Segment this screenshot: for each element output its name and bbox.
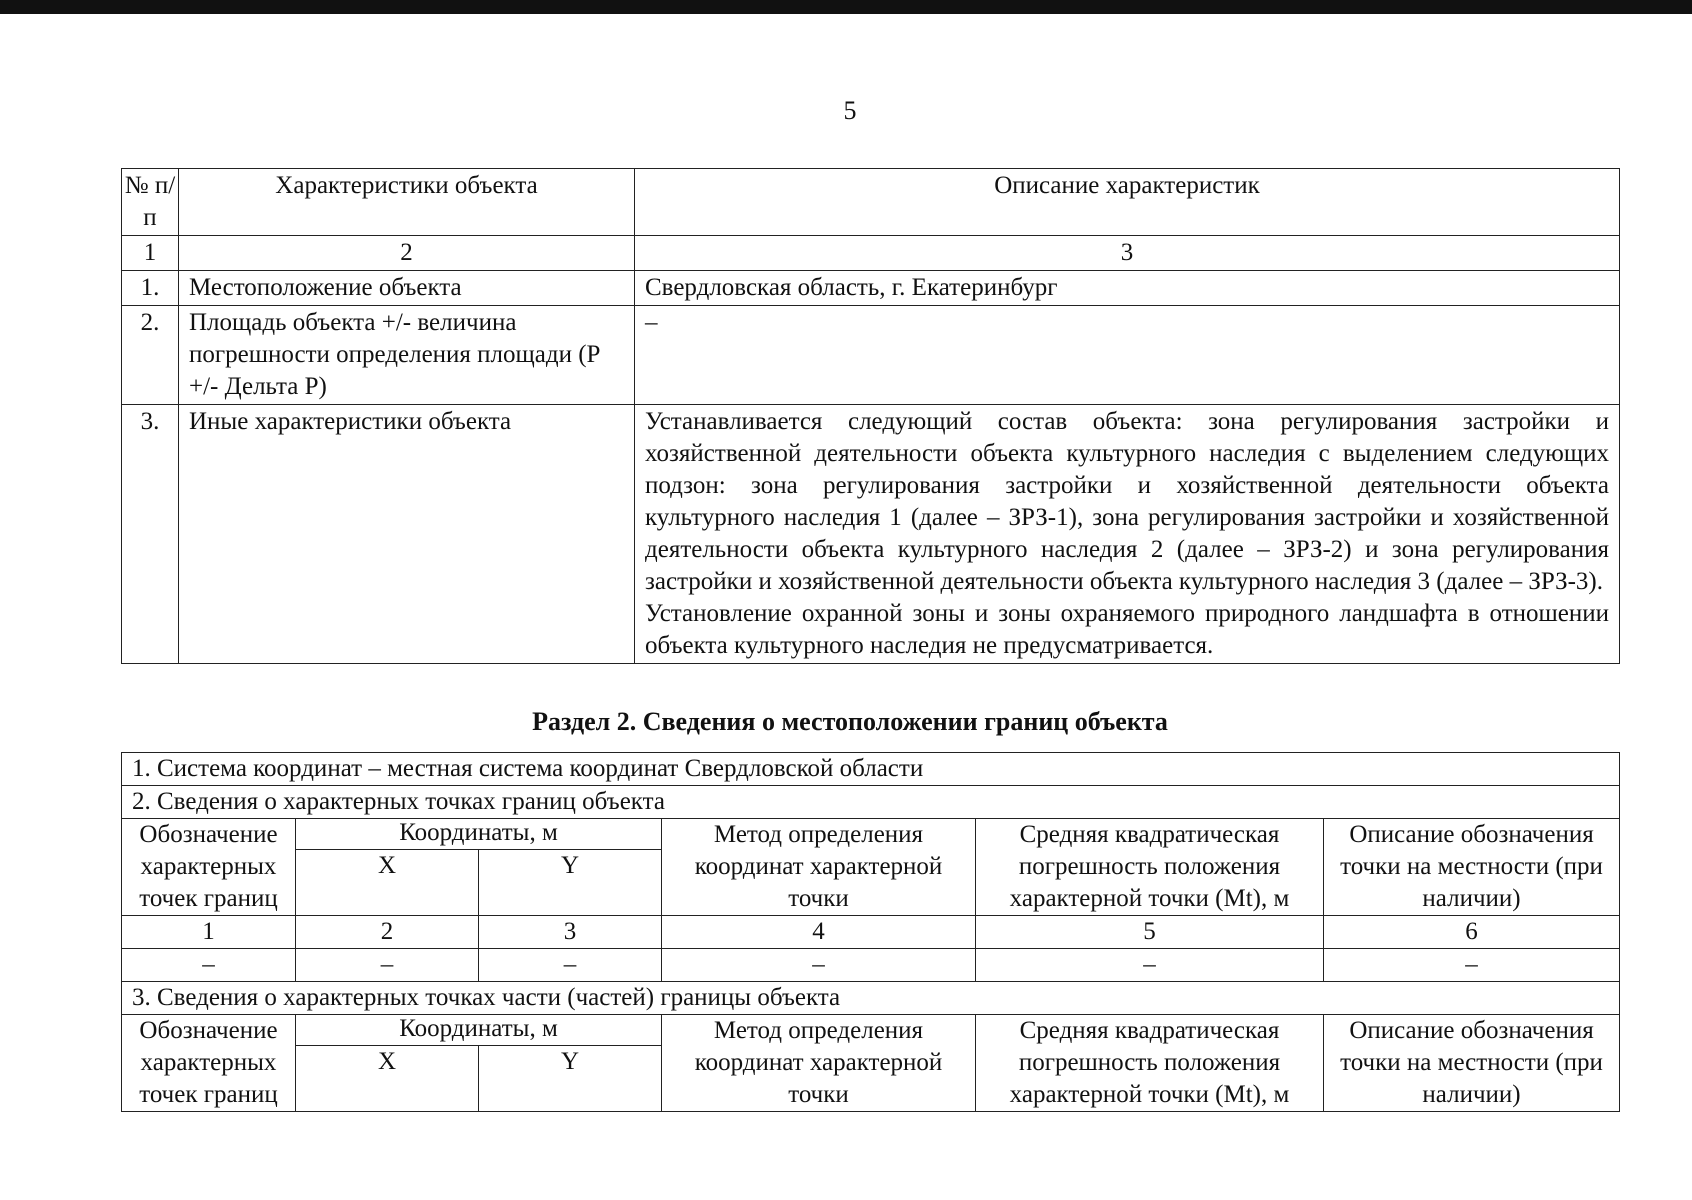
header-point-description: Описание обозначения точки на местности (при наличии) xyxy=(1324,819,1620,916)
data-cell: – xyxy=(479,949,662,982)
header-characteristics: Характеристики объекта xyxy=(179,169,635,236)
data-cell: – xyxy=(662,949,976,982)
table-row xyxy=(122,306,1620,405)
row-number: 3. xyxy=(122,405,179,664)
parts-title: 3. Сведения о характерных точках части (частей) границы объекта xyxy=(122,982,1620,1015)
index-cell: 2 xyxy=(296,916,479,949)
table-row xyxy=(122,405,1620,664)
row-name: Иные характеристики объекта xyxy=(179,405,635,664)
top-border-bar xyxy=(0,0,1692,14)
data-cell: – xyxy=(976,949,1324,982)
table-row xyxy=(122,949,1620,982)
boundary-points-table xyxy=(121,752,1620,1112)
header-x: X xyxy=(296,1046,479,1112)
header-designation: Обозначение характерных точек границ xyxy=(122,819,296,916)
index-cell: 4 xyxy=(662,916,976,949)
row-name: Площадь объекта +/- величина погрешности определения площади (Р +/- Дельта Р) xyxy=(179,306,635,405)
header-method: Метод определения координат характерной точки xyxy=(662,819,976,916)
header-y: Y xyxy=(479,1046,662,1112)
index-cell: 1 xyxy=(122,236,179,271)
header-coordinates: Координаты, м xyxy=(296,1015,662,1046)
index-cell: 3 xyxy=(479,916,662,949)
header-designation: Обозначение характерных точек границ xyxy=(122,1015,296,1112)
table-header-row xyxy=(122,169,1620,236)
row-name: Местоположение объекта xyxy=(179,271,635,306)
header-error: Средняя квадратическая погрешность положения характерной точки (Mt), м xyxy=(976,819,1324,916)
coordinate-system-row xyxy=(122,753,1620,786)
index-cell: 2 xyxy=(179,236,635,271)
header-number: № п/п xyxy=(122,169,179,236)
index-cell: 6 xyxy=(1324,916,1620,949)
row-number: 1. xyxy=(122,271,179,306)
object-characteristics-table xyxy=(121,168,1620,664)
index-cell: 1 xyxy=(122,916,296,949)
header-coordinates: Координаты, м xyxy=(296,819,662,850)
data-cell: – xyxy=(296,949,479,982)
page-number: 5 xyxy=(843,96,857,125)
index-cell: 5 xyxy=(976,916,1324,949)
row-description: – xyxy=(635,306,1620,405)
table-row xyxy=(122,271,1620,306)
table-index-row xyxy=(122,916,1620,949)
points-title-row xyxy=(122,786,1620,819)
table-header-row xyxy=(122,819,1620,850)
header-point-description: Описание обозначения точки на местности (при наличии) xyxy=(1324,1015,1620,1112)
row-description xyxy=(635,405,1620,664)
data-cell: – xyxy=(1324,949,1620,982)
header-description: Описание характеристик xyxy=(635,169,1620,236)
description-paragraph: Установление охранной зоны и зоны охраняемого природного ландшафта в отношении объекта культурного наследия не предусматривается. xyxy=(645,600,1609,659)
row-number: 2. xyxy=(122,306,179,405)
header-error: Средняя квадратическая погрешность положения характерной точки (Mt), м xyxy=(976,1015,1324,1112)
index-cell: 3 xyxy=(635,236,1620,271)
coordinate-system: 1. Система координат – местная система координат Свердловской области xyxy=(122,753,1620,786)
table-index-row xyxy=(122,236,1620,271)
parts-title-row xyxy=(122,982,1620,1015)
header-x: X xyxy=(296,850,479,916)
table-header-row xyxy=(122,1015,1620,1046)
points-title: 2. Сведения о характерных точках границ объекта xyxy=(122,786,1620,819)
section-title: Раздел 2. Сведения о местоположении границ объекта xyxy=(532,707,1168,736)
header-method: Метод определения координат характерной точки xyxy=(662,1015,976,1112)
header-y: Y xyxy=(479,850,662,916)
description-paragraph: Устанавливается следующий состав объекта: зона регулирования застройки и хозяйственной деятельности объекта культурного наследия с выделением следующих подзон: зона регулирования застройки и хозяйственной деятельности объекта культурного наследия 1 (далее – ЗРЗ-1), зона регулирования застройки и хозяйственной деятельности объекта культурного наследия 2 (далее – ЗРЗ-2) и зона регулирования застройки и хозяйственной деятельности объекта культурного наследия 3 (далее – ЗРЗ-3). xyxy=(645,408,1609,595)
row-description: Свердловская область, г. Екатеринбург xyxy=(635,271,1620,306)
data-cell: – xyxy=(122,949,296,982)
